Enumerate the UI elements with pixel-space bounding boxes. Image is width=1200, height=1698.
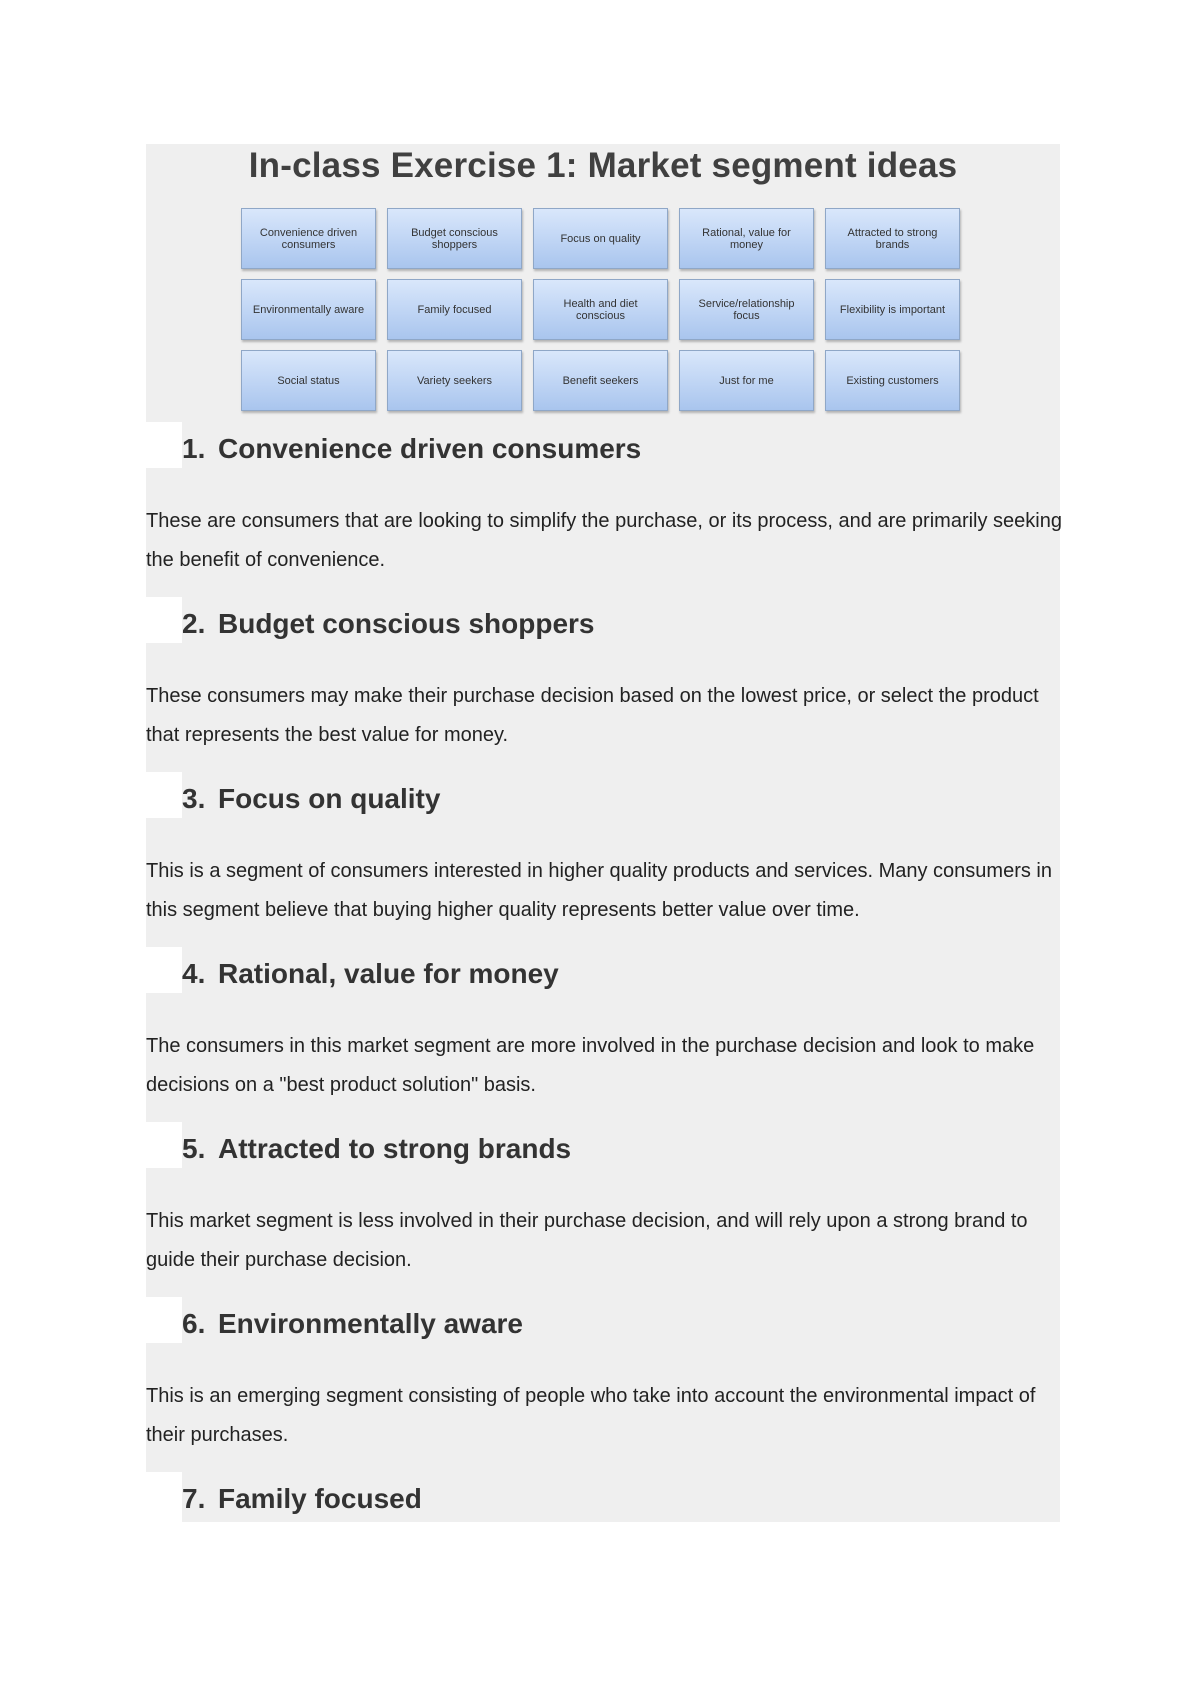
section-text: This is an emerging segment consisting of people who take into account the environmental impact of their purchases. [146, 1385, 1036, 1446]
segment-tile: Budget conscious shoppers [387, 208, 522, 269]
segment-tile: Convenience driven consumers [241, 208, 376, 269]
section-number: 3. [182, 783, 206, 814]
segment-grid [241, 208, 960, 411]
section-title: Budget conscious shoppers [218, 608, 595, 639]
segment-tile: Flexibility is important [825, 279, 960, 340]
section-number: 7. [182, 1483, 206, 1514]
segment-tile: Environmentally aware [241, 279, 376, 340]
margin-notch [146, 1122, 182, 1168]
section-heading [182, 608, 595, 640]
page-title: In-class Exercise 1: Market segment ideas [248, 146, 958, 185]
section-heading [182, 1483, 422, 1515]
section-title: Environmentally aware [218, 1308, 524, 1339]
segment-tile: Benefit seekers [533, 350, 668, 411]
section-number: 6. [182, 1308, 206, 1339]
section-title: Rational, value for money [218, 958, 559, 989]
section-number: 5. [182, 1133, 206, 1164]
segment-tile: Focus on quality [533, 208, 668, 269]
section-text: The consumers in this market segment are more involved in the purchase decision and look to make decisions on a "best product solution" basis. [146, 1035, 1035, 1096]
segment-tile: Variety seekers [387, 350, 522, 411]
section-heading [182, 1308, 523, 1340]
segment-tile: Social status [241, 350, 376, 411]
section-title: Family focused [218, 1483, 422, 1514]
segment-tile: Existing customers [825, 350, 960, 411]
section-title: Focus on quality [218, 783, 441, 814]
segment-tile: Just for me [679, 350, 814, 411]
segment-tile: Family focused [387, 279, 522, 340]
section-title: Attracted to strong brands [218, 1133, 572, 1164]
section-text: These are consumers that are looking to simplify the purchase, or its process, and are primarily seeking the benefit of convenience. [146, 510, 1062, 571]
section-text: This is a segment of consumers interested in higher quality products and services. Many consumers in this segment believe that buying higher quality represents better value over time. [146, 860, 1052, 921]
section-number: 4. [182, 958, 206, 989]
section-heading [182, 1133, 571, 1165]
section-heading [182, 958, 559, 990]
section-number: 1. [182, 433, 206, 464]
section-heading [182, 783, 440, 815]
section-text: These consumers may make their purchase decision based on the lowest price, or select the product that represents the best value for money. [146, 685, 1039, 746]
section-heading [182, 433, 641, 465]
margin-notch [146, 1472, 182, 1522]
section-number: 2. [182, 608, 206, 639]
section-title: Convenience driven consumers [218, 433, 642, 464]
segment-tile: Health and diet conscious [533, 279, 668, 340]
margin-notch [146, 947, 182, 993]
margin-notch [146, 1297, 182, 1343]
margin-notch [146, 597, 182, 643]
margin-notch [146, 772, 182, 818]
margin-notch [146, 422, 182, 468]
section-text: This market segment is less involved in their purchase decision, and will rely upon a strong brand to guide their purchase decision. [146, 1210, 1028, 1271]
segment-tile: Attracted to strong brands [825, 208, 960, 269]
segment-tile: Rational, value for money [679, 208, 814, 269]
segment-tile: Service/relationship focus [679, 279, 814, 340]
